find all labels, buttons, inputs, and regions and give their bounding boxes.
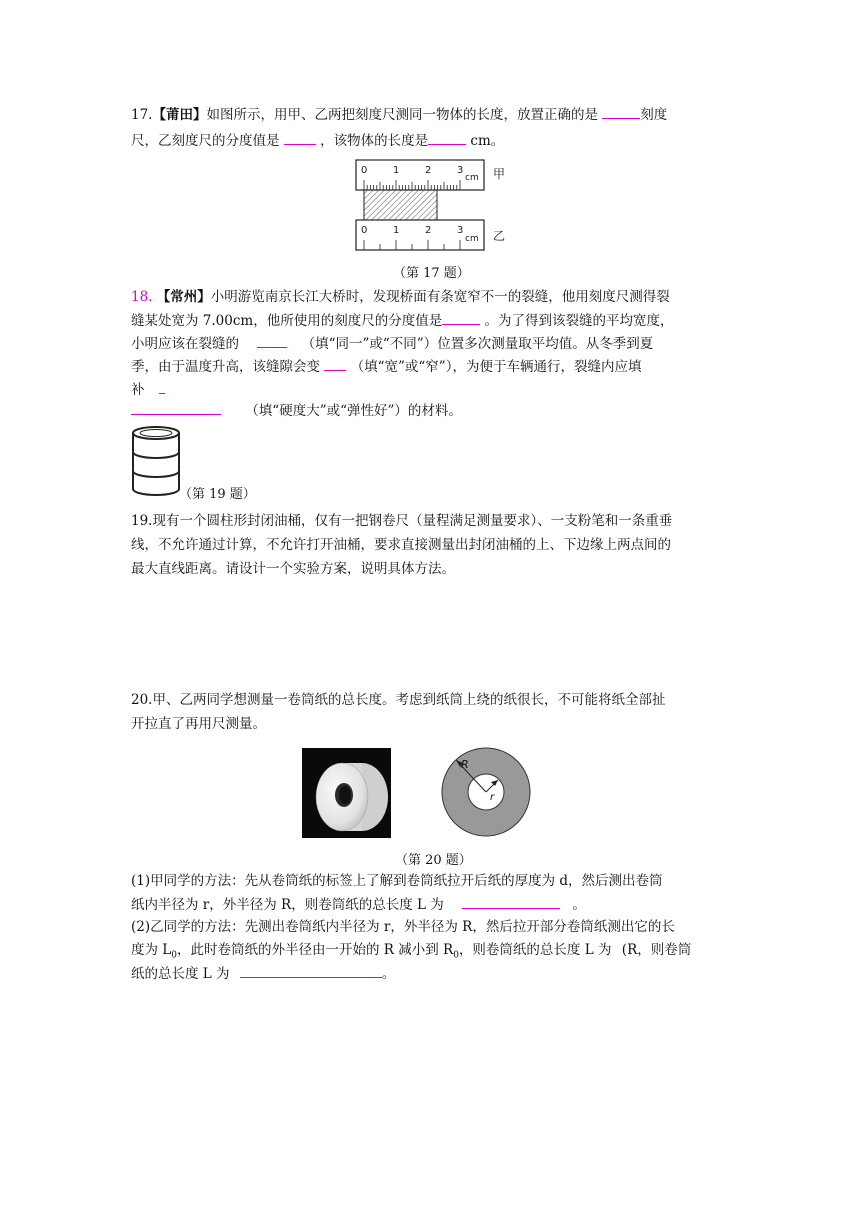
q17-text-2b: ，该物体的长度是	[320, 133, 429, 149]
ruler-jia-tick-3: 3	[457, 165, 464, 176]
q18-blank-2[interactable]	[257, 333, 287, 348]
q20-p2-text-2: ，此时卷筒纸的外半径由一开始的 R 减小到 R	[177, 942, 454, 958]
q20-line-2: 开拉直了再用尺测量。	[131, 716, 266, 732]
q20-blank-2[interactable]	[240, 963, 382, 978]
ruler-yi-tick-3: 3	[457, 225, 464, 236]
q20-p2-sub-2: 0	[453, 950, 459, 961]
q20-p2-text-3: ，则卷筒纸的总长度 L 为	[458, 942, 612, 958]
label-R: R	[461, 758, 469, 771]
q20-p2-line-2	[131, 940, 691, 966]
q20-p2-end: 。	[381, 966, 396, 982]
q19-line-2: 线，不允许通过计算，不允许打开油桶，要求直接测量出封闭油桶的上、下边缘上两点间的	[131, 537, 671, 553]
q18-line-1	[131, 287, 670, 307]
ruler-yi-tick-1: 1	[393, 225, 400, 236]
q18-text-6: （填“硬度大”或“弹性好”）的材料。	[245, 403, 462, 419]
q20-p2-line-3	[131, 963, 395, 984]
oil-drum-figure	[130, 425, 182, 497]
q18-blank-3[interactable]	[324, 356, 346, 371]
q18-text-5: 补	[131, 382, 145, 398]
q18-line-3	[131, 333, 653, 354]
ruler-jia-label: 甲	[493, 167, 506, 181]
ruler-yi-label: 乙	[493, 229, 506, 243]
q17-blank-3[interactable]	[428, 130, 466, 145]
measured-object	[364, 190, 437, 220]
q17-line-2	[131, 130, 504, 151]
q19-caption: （第 19 题）	[179, 487, 256, 502]
q20-p2-text-1: 度为 L	[131, 942, 172, 958]
q17-source: 【莆田】	[152, 107, 207, 123]
q17-blank-1[interactable]	[602, 104, 640, 119]
q20-p2-text-4: (R，则卷筒	[621, 942, 692, 958]
q18-text-1: 小明游览南京长江大桥时，发现桥面有条宽窄不一的裂缝，他用刻度尺测得裂	[210, 289, 670, 305]
q18-blank-1[interactable]	[442, 310, 480, 325]
q18-text-4b: （填“宽”或“窄”），为便于车辆通行，裂缝内应填	[350, 359, 642, 375]
q18-number: 18.	[131, 289, 153, 305]
q20-p1-line-1: (1)甲同学的方法：先从卷筒纸的标签上了解到卷筒纸拉开后纸的厚度为 d，然后测出卷筒	[131, 873, 663, 889]
q17-rulers-figure	[354, 158, 514, 252]
q18-line-6	[131, 400, 462, 421]
q17-blank-2[interactable]	[284, 130, 316, 145]
q18-text-2: 缝某处宽为 7.00cm，他所使用的刻度尺的分度值是	[131, 313, 443, 329]
q19-line-3: 最大直线距离。请设计一个实验方案，说明具体方法。	[131, 561, 455, 577]
q18-text-2b: 。为了得到该裂缝的平均宽度，	[484, 313, 674, 329]
ruler-yi-tick-2: 2	[425, 225, 432, 236]
label-r: r	[490, 792, 495, 803]
q19-line-1: 19.现有一个圆柱形封闭油桶，仅有一把钢卷尺（量程满足测量要求）、一支粉笔和一条重垂	[131, 513, 673, 529]
q20-caption: （第 20 题）	[395, 853, 472, 868]
q18-text-4: 季，由于温度升高，该缝隙会变	[131, 359, 320, 375]
ruler-jia-unit: cm	[465, 173, 479, 183]
q20-p1-end: 。	[572, 897, 586, 913]
q18-line-4	[131, 356, 641, 377]
q17-text-1: 如图所示，用甲、乙两把刻度尺测同一物体的长度，放置正确的是	[206, 107, 598, 123]
q17-number: 17.	[131, 107, 153, 123]
q17-caption: （第 17 题）	[393, 266, 470, 281]
q20-p1-line-2	[131, 894, 586, 915]
q17-text-2: 尺，乙刻度尺的分度值是	[131, 133, 280, 149]
ruler-jia-tick-1: 1	[393, 165, 400, 176]
q20-blank-1[interactable]	[462, 894, 560, 909]
q17-text-1b: 刻度	[640, 107, 668, 123]
q20-p2-line-1: (2)乙同学的方法：先测出卷筒纸内半径为 r，外半径为 R，然后拉开部分卷筒纸测出它的长	[131, 919, 675, 935]
ruler-jia-tick-2: 2	[425, 165, 432, 176]
q20-p2-sub-1: 0	[171, 950, 177, 961]
q20-p1-text: 纸内半径为 r，外半径为 R，则卷筒纸的总长度 L 为	[131, 897, 444, 913]
q18-line-5	[131, 379, 165, 400]
q18-source: 【常州】	[156, 289, 211, 305]
q17-line-1	[131, 104, 667, 125]
q17-text-2c: cm。	[470, 133, 505, 149]
q18-blank-4[interactable]	[131, 400, 221, 415]
paper-roll-photo	[302, 748, 391, 838]
q18-line-2	[131, 310, 674, 331]
q18-text-3b: （填“同一”或“不同”）位置多次测量取平均值。从冬季到夏	[301, 336, 654, 352]
ruler-jia-tick-0: 0	[361, 165, 368, 176]
ruler-yi-unit: cm	[465, 234, 479, 244]
q18-blank-4a[interactable]	[159, 379, 165, 394]
q20-line-1: 20.甲、乙两同学想测量一卷筒纸的总长度。考虑到纸筒上绕的纸很长，不可能将纸全部扯	[131, 692, 666, 708]
q18-text-3: 小明应该在裂缝的	[131, 336, 239, 352]
annulus-diagram	[438, 744, 534, 840]
q20-p2-text-5: 纸的总长度 L 为	[131, 966, 230, 982]
ruler-yi-tick-0: 0	[361, 225, 368, 236]
